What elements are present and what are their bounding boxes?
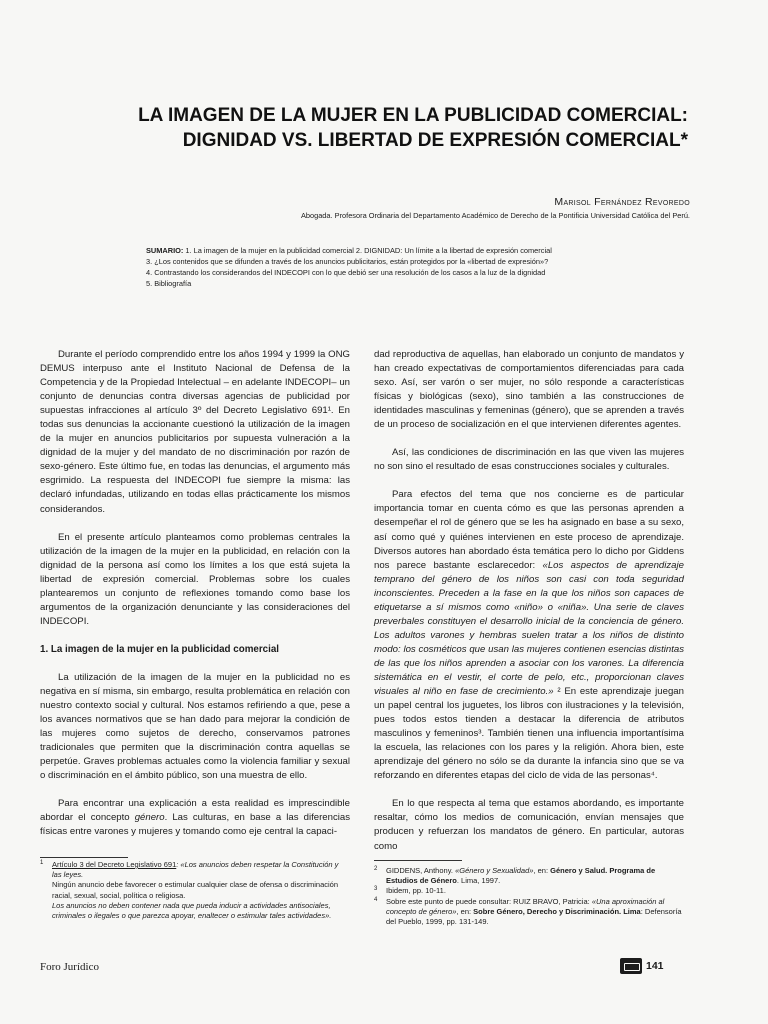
section-heading: 1. La imagen de la mujer en la publicidad comercial (40, 643, 280, 655)
paragraph: La utilización de la imagen de la mujer en la publicidad no es negativa en sí misma, sin embargo, resulta problemática en relación con nuestro contexto social y cultural. Nos estamos refiriendo a que, pese a los avances normativos que se han dado para mejorar la condición de las mujeres como sujetos de derecho, conservamos patrones tradicionales que permiten que la discriminación contra aquellas se perpetúe. Graves problemas actuales como la violencia familiar y sexual o discriminación en el ámbito público, son una muestra de ello. (40, 671, 350, 782)
paragraph (40, 797, 350, 839)
left-column (40, 348, 350, 853)
footnote-rule-left (40, 857, 128, 858)
text-run: . Lima, 1997. (456, 876, 501, 886)
bold-title: Género y Salud. Programa de Estudios de Género (386, 866, 656, 886)
summary-block (146, 245, 701, 289)
summary-line-1 (146, 245, 701, 256)
journal-name: Foro Jurídico (40, 961, 99, 973)
page-footer (620, 958, 664, 974)
footnote-rule-right (374, 860, 462, 861)
text-run: Sobre este punto de puede consultar: RUIZ BRAVO, Patricia: (386, 896, 592, 906)
footnotes-right (374, 866, 684, 927)
footnote-3 (374, 886, 684, 896)
text-run: , en: (533, 866, 551, 875)
paragraph (374, 488, 684, 783)
footnote-1-paragraph: Ningún anuncio debe favorecer o estimular cualquier clase de ofensa o discriminación racial, sexual, social, política o religiosa. (52, 880, 338, 900)
footnote-quote: Los anuncios no deben contener nada que pueda inducir a actividades antisociales, criminales o ilegales o que parezca apoyar, enaltecer o estimular tales actividades». (52, 900, 332, 921)
paragraph: dad reproductiva de aquellas, han elaborado un conjunto de mandatos y han creado expectativas de comportamientos diferenciadas para cada sexo. Así, ser varón o ser mujer, no sólo responde a características físicas y biológicas (sexo), sino también a las construcciones de identidades masculinas y femeninas (género), que se aprenden a través de un proceso de socialización en el que intervienen diferentes agentes. (374, 349, 684, 431)
giddens-quote: «Los aspectos de aprendizaje temprano del género de los niños son casi con toda seguridad inconscientes. Preceden a la fase en la que los niños son capaces de etiquetarse a sí mismos como «niño» o «niña». Una serie de claves preverbales constituyen el desarrollo inicial de la conciencia de género. Los adultos varones y hembras suelen tratar a los niños de distinto modo: los cosméticos que usan las mujeres contienen esencias distintas de las que los niños aprenden a asociar con los varones. La diferencia sistemática en el vestir, el corte de pelo, etc., proporcionan claves visuales al niño en fase de crecimiento.» (374, 559, 684, 698)
footnote-number: 1 (40, 860, 44, 866)
paragraph: Así, las condiciones de discriminación en las que viven las mujeres no son sino el resultado de esas construcciones sociales y culturales. (374, 447, 684, 473)
bold-title: Sobre Género, Derecho y Discriminación. Lima (473, 906, 641, 916)
paragraph: En el presente artículo planteamos como problemas centrales la utilización de la imagen de la mujer en la publicidad, en relación con la dignidad de la persona así como los límites a los que está sujeta la libertad de expresión comercial. Problemas sobre los cuales plantearemos un conjunto de reflexiones tomando como base los argumentos de la organización denunciante y las consideraciones del INDECOPI. (40, 531, 350, 627)
text-run: ² En este aprendizaje juegan un papel central los juguetes, los libros con ilustraciones y la televisión, pues todos estos tienden a destacar la diferencia de atributos masculinos y femeninos³. También tienen una influencia importantísima la escuela, las relaciones con los pares y la religión. Ahora bien, este aprendizaje del género no sólo se da durante la infancia sino que se va reforzando en diferentes etapas del ciclo de vida de las personas⁴. (374, 686, 684, 782)
summary-line-3: 4. Contrastando los considerandos del INDECOPI con lo que debió ser una resolución de los casos a la luz de la dignidad (146, 268, 546, 277)
emphasis: «Una aproximación al concepto de género» (386, 896, 665, 916)
summary-line-2: 3. ¿Los contenidos que se difunden a través de los anuncios publicitarios, están protegidos por la «libertad de expresión»? (146, 257, 549, 266)
text-run: Ibidem, pp. 10-11. (386, 886, 446, 896)
summary-item: 1. La imagen de la mujer en la publicidad comercial 2. DIGNIDAD: Un límite a la libertad de expresión comercial (183, 246, 552, 255)
summary-label: SUMARIO: (146, 246, 184, 255)
footnote-reference: Artículo 3 del Decreto Legislativo 691 (52, 860, 177, 869)
footnote-quote: : «Los anuncios deben respetar la Constitución y las leyes. (52, 860, 339, 880)
author-affiliation: Abogada. Profesora Ordinaria del Departamento Académico de Derecho de la Pontificia Universidad Católica del Perú. (300, 211, 690, 220)
text-run: : Defensoría del Pueblo, 1999, pp. 131-149. (386, 906, 682, 927)
emphasis: «Género y Sexualidad» (455, 866, 534, 875)
emphasis: género (134, 812, 165, 824)
right-column (374, 348, 684, 868)
summary-line-4: 5. Bibliografía (146, 279, 192, 288)
author-name: Marisol Fernández Revoredo (554, 196, 690, 208)
footnote-number: 2 (374, 866, 378, 872)
page-number: 141 (646, 960, 664, 972)
footnotes-left (40, 860, 350, 921)
footnote-number: 3 (374, 886, 378, 893)
footnote-1 (40, 860, 350, 880)
footnote-number: 4 (374, 896, 378, 903)
text-run: Para encontrar una explicación a esta realidad es imprescindible abordar el concepto (40, 798, 350, 824)
title-line-2: DIGNIDAD VS. LIBERTAD DE EXPRESIÓN COMERCIAL* (182, 130, 688, 151)
paragraph: En lo que respecta al tema que estamos abordando, es importante resaltar, cómo los medios de comunicación, envían mensajes que producen y refuerzan los mandatos de género. En particular, autoras como (374, 798, 684, 852)
footnote-1-paragraph (40, 901, 350, 921)
text-run: . Las culturas, en base a las diferencias físicas entre varones y mujeres y tomando como eje central la capaci- (40, 812, 350, 838)
journal-logo-icon (620, 958, 642, 974)
title-line-1: LA IMAGEN DE LA MUJER EN LA PUBLICIDAD COMERCIAL: (138, 105, 688, 126)
text-run: Para efectos del tema que nos concierne es de particular importancia tomar en cuenta cómo es que las personas aprenden a desempeñar el rol de género que se les ha asignado en base a su sexo, así como qué y quiénes intervienen en este proceso de aprendizaje. Diversos autores han abordado ésta temática pero lo dicho por Giddens nos parece bastante esclarecedor: (374, 489, 684, 571)
text-run: , en: (456, 906, 474, 916)
paragraph: Durante el período comprendido entre los años 1994 y 1999 la ONG DEMUS interpuso ante el Instituto Nacional de Defensa de la Competencia y de la Propiedad Intelectual – en adelante INDECOPI– un conjunto de denuncias contra diversas agencias de publicidad por supuestas infracciones al artículo 3º del Decreto Legislativo 691¹. En todas sus denuncias la accionante cuestionó la utilización de la imagen de la mujer en anuncios publicitarios por supuesta vulneración a la dignidad de la mujer y del mandato de no discriminación por razón de sexo-género. Este último fue, en todas las denuncias, el argumento más esgrimido. La respuesta del INDECOPI fue siempre la misma: las declaró infundadas, utilizando en todas ellas prácticamente los mismos considerandos. (40, 349, 350, 515)
article-title (40, 103, 688, 153)
text-run: GIDDENS, Anthony. (386, 866, 456, 875)
footnote-2 (374, 866, 684, 886)
footnote-4 (374, 897, 684, 928)
